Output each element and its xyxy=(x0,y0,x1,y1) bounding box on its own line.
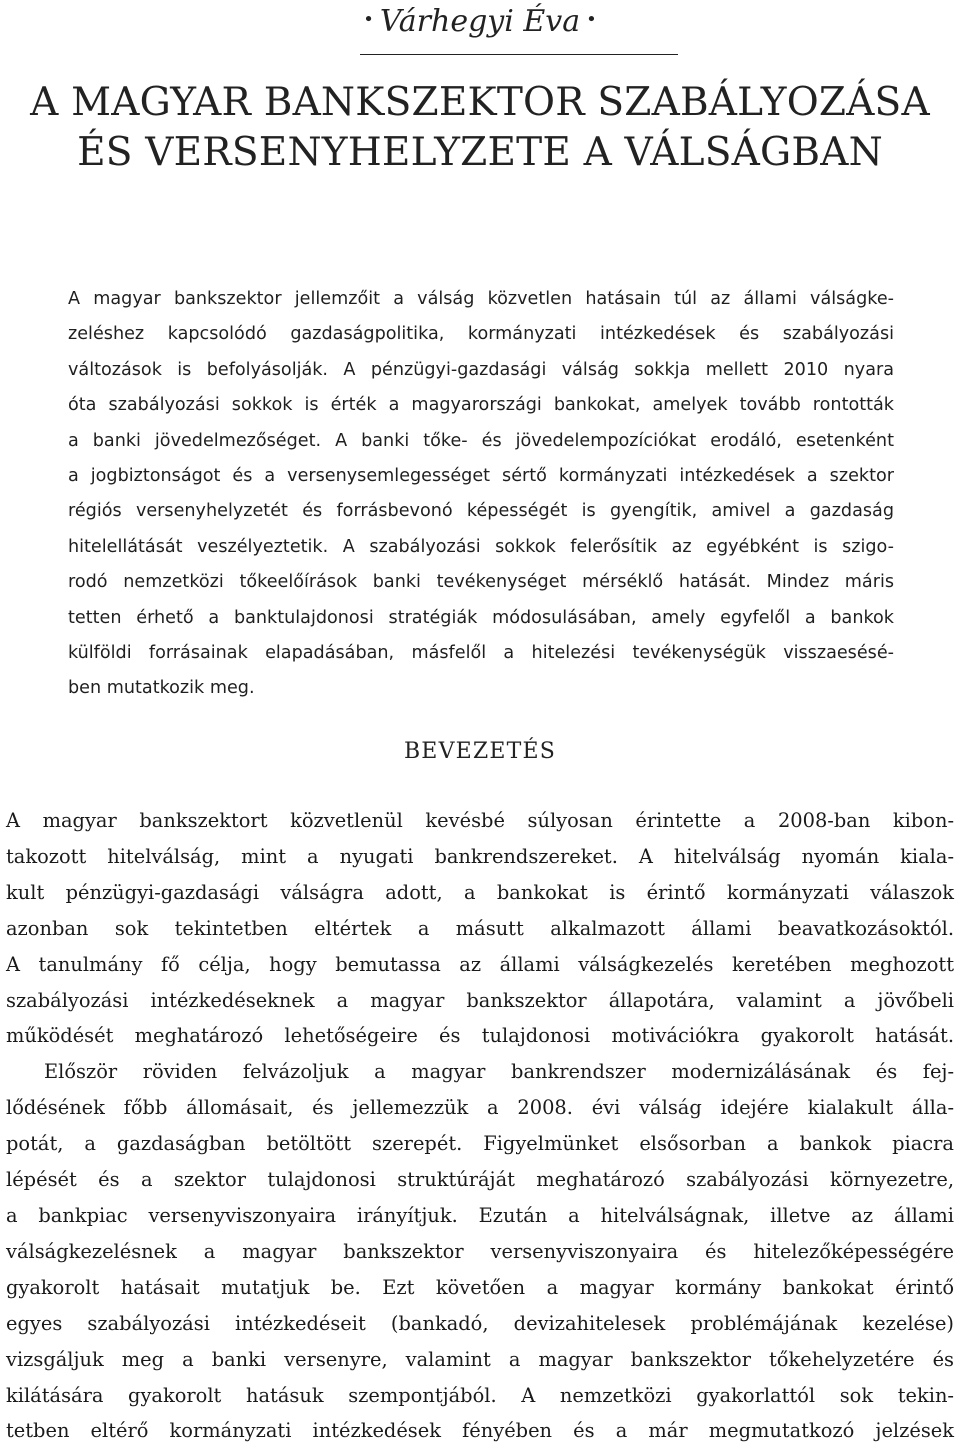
body-line: működését meghatározó lehetőségeire és tulajdonosi motivációkra gyakorolt hatását. xyxy=(6,1024,954,1048)
abstract-line: A magyar bankszektor jellemzőit a válság közvetlen hatásain túl az állami válságke- xyxy=(68,289,894,309)
article-title xyxy=(0,78,960,178)
body-line: kilátására gyakorolt hatásuk szempontjából. A nemzetközi gyakorlattól sok tekin- xyxy=(6,1383,954,1407)
bullet-left: • xyxy=(363,9,374,30)
abstract-line: ben mutatkozik meg. xyxy=(68,678,255,699)
body-line: válságkezelésnek a magyar bankszektor versenyviszonyaira és hitelezőképességére xyxy=(6,1239,954,1263)
body-line: vizsgáljuk meg a banki versenyre, valamint a magyar bankszektor tőkehelyzetére és xyxy=(6,1347,954,1371)
body-line: takozott hitelválság, mint a nyugati bankrendszereket. A hitelválság nyomán kiala- xyxy=(6,844,954,868)
title-line-2: ÉS VERSENYHELYZETE A VÁLSÁGBAN xyxy=(77,130,883,175)
abstract-line: régiós versenyhelyzetét és forrásbevonó képességét is gyengítik, amivel a gazdaság xyxy=(68,501,894,522)
abstract-line: a banki jövedelmezőséget. A banki tőke- és jövedelempozíciókat erodáló, esetenként xyxy=(68,430,894,451)
body-line: egyes szabályozási intézkedéseit (bankadó, devizahitelesek problémájának kezelése) xyxy=(6,1311,954,1335)
abstract-line: tetten érhető a banktulajdonosi stratégiák módosulásában, amely egyfelől a bankok xyxy=(68,607,894,628)
body-line: lépését és a szektor tulajdonosi struktúráját meghatározó szabályozási környezetre, xyxy=(6,1168,954,1192)
body-line: potát, a gazdaságban betöltött szerepét. Figyelmünket elsősorban a bankok piacra xyxy=(6,1132,954,1156)
abstract-line: hitelellátását veszélyeztetik. A szabályozási sokkok felerősítik az egyébként is szigo- xyxy=(68,536,894,557)
bullet-right: • xyxy=(586,9,597,30)
abstract-line: a jogbiztonságot és a versenysemlegességet sértő kormányzati intézkedések a szektor xyxy=(68,466,894,487)
author-underline xyxy=(360,54,678,55)
abstract-line: zeléshez kapcsolódó gazdaságpolitika, kormányzati intézkedések és szabályozási xyxy=(68,324,894,345)
abstract-line: óta szabályozási sokkok is érték a magyarországi bankokat, amelyek tovább rontották xyxy=(68,395,894,416)
abstract xyxy=(68,282,894,707)
body-line: gyakorolt hatásait mutatjuk be. Ezt követően a magyar kormány bankokat érintő xyxy=(6,1275,954,1299)
author-name: Várhegyi Éva xyxy=(379,4,581,39)
body-line: A magyar bankszektort közvetlenül kevésbé súlyosan érintette a 2008-ban kibon- xyxy=(6,809,954,832)
abstract-line: külföldi forrásainak elapadásában, másfelől a hitelezési tevékenységük visszaesésé- xyxy=(68,643,894,664)
author-line xyxy=(0,2,960,43)
body-text xyxy=(6,803,954,1449)
body-line: lődésének főbb állomásait, és jellemezzük a 2008. évi válság idejére kialakult álla- xyxy=(6,1096,954,1120)
body-line: A tanulmány fő célja, hogy bemutassa az állami válságkezelés keretében meghozott xyxy=(6,952,954,976)
body-line: szabályozási intézkedéseknek a magyar bankszektor állapotára, valamint a jövőbeli xyxy=(6,988,954,1012)
abstract-line: rodó nemzetközi tőkeelőírások banki tevékenységet mérséklő hatását. Mindez máris xyxy=(68,572,894,593)
abstract-line: változások is befolyásolják. A pénzügyi-gazdasági válság sokkja mellett 2010 nyara xyxy=(68,359,894,380)
body-line: kult pénzügyi-gazdasági válságra adott, a bankokat is érintő kormányzati válaszok xyxy=(6,880,954,904)
section-heading: BEVEZETÉS xyxy=(403,739,557,764)
body-line: Először röviden felvázoljuk a magyar bankrendszer modernizálásának és fej- xyxy=(44,1060,954,1084)
body-line: azonban sok tekintetben eltértek a másutt alkalmazott állami beavatkozásoktól. xyxy=(6,916,954,940)
title-line-1: A MAGYAR BANKSZEKTOR SZABÁLYOZÁSA xyxy=(30,80,930,125)
body-line: tetben eltérő kormányzati intézkedések fényében és a már megmutatkozó jelzések xyxy=(6,1419,954,1443)
body-line: a bankpiac versenyviszonyaira irányítjuk. Ezután a hitelválságnak, illetve az állami xyxy=(6,1203,954,1227)
